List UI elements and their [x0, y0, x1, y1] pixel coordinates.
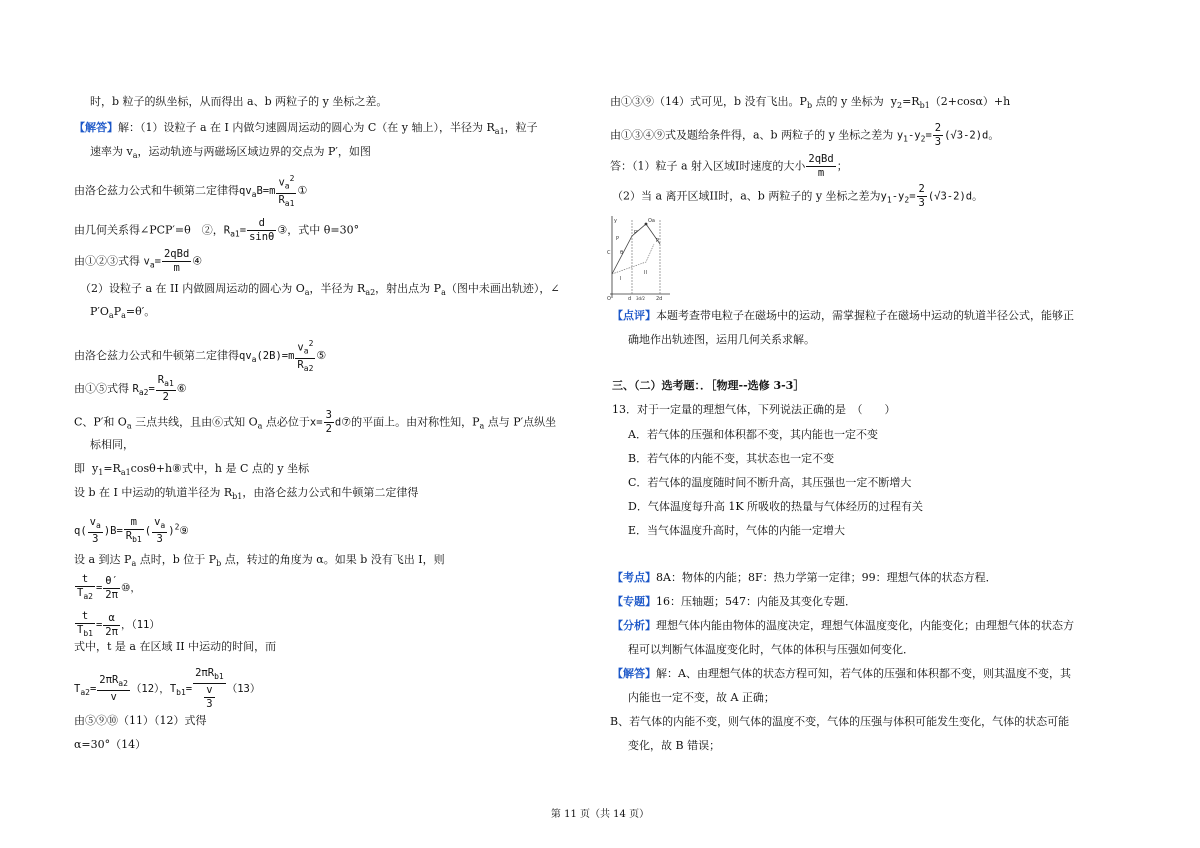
equation-6: 由①⑤式得 $R_{a2}=$ $\frac{R_{a1}}{2}$ ⑥	[74, 374, 187, 404]
text-line: 内能也一定不变，故 A 正确；	[628, 691, 775, 704]
fig-label: I	[620, 276, 622, 282]
text-line: B、若气体的内能不变，则气体的温度不变，气体的压强与体积可能发生变化，气体的状态可能	[610, 715, 1070, 728]
fig-label: P	[616, 236, 620, 242]
answer-tag: 【解答】	[612, 667, 656, 680]
equation-9: q( $\frac{v_a}{3}$ )B= $\frac{m}{R_{b1}}$ ( $\frac{v_a}{3}$ )$^2$⑨	[74, 516, 189, 546]
fig-label: d	[628, 296, 632, 300]
text-line: 由①③⑨（14）式可见，b 没有飞出。$P_b$ 点的 y 坐标为 $y_2=R_{b1}(2+\cos\alpha)+h$	[610, 95, 1011, 111]
solution-line: 【解答】解：（1）设粒子 a 在 I 内做匀速圆周运动的圆心为 C（在 y 轴上），半径为 $R_{a1}$，粒子	[74, 121, 538, 137]
fig-label: y	[614, 218, 617, 224]
option-c: C．若气体的温度随时间不断升高，其压强也一定不断增大	[628, 476, 912, 489]
equation-5: 由洛仑兹力公式和牛顿第二定律得$qv_a(2B)=m$ $\frac{v_a^2}{R_{a2}}$ ⑤	[74, 339, 327, 373]
page-footer: 第 11 页（共 14 页）	[550, 809, 650, 820]
analysis-tag: 【分析】	[612, 619, 656, 632]
topic-tag: 【专题】	[612, 595, 656, 608]
text-line: 程可以判断气体温度变化时，气体的体积与压强如何变化．	[628, 643, 914, 656]
comment-tag: 【点评】	[612, 309, 656, 322]
comment-line: 【点评】本题考查带电粒子在磁场中的运动，需掌握粒子在磁场中运动的轨道半径公式，能够正	[612, 309, 1074, 322]
text-line: 变化，故 B 错误；	[628, 739, 721, 752]
fig-label: Oa	[648, 218, 655, 224]
text-line: 设 b 在 I 中运动的轨道半径为 $R_{b1}$，由洛仑兹力公式和牛顿第二定律得	[74, 486, 419, 502]
text-line: （2）设粒子 a 在 II 内做圆周运动的圆心为 $O_a$，半径为 $R_{a2}$，射出点为 $P_a$（图中未画出轨迹），∠	[80, 282, 560, 298]
text-line: 由⑤⑨⑩（11）（12）式得	[74, 714, 207, 727]
option-d: D．气体温度每升高 1K 所吸收的热量与气体经历的过程有关	[628, 500, 924, 513]
fig-label: θ	[620, 250, 624, 256]
option-e: E．当气体温度升高时，气体的内能一定增大	[628, 524, 846, 537]
text-line: $P'O_aP_a=\theta'$。	[90, 305, 156, 321]
text-line: 确地作出轨迹图，运用几何关系求解。	[628, 333, 815, 346]
fig-label: P	[656, 238, 660, 244]
fig-label: C	[607, 250, 611, 256]
center-point	[645, 223, 648, 226]
equation-1: 由洛仑兹力公式和牛顿第二定律得$qv_aB=m$ $\frac{v_a^2}{R_{a1}}$ ①	[74, 174, 308, 208]
equation-8: 即 $y_1=R_{a1}\cos\theta+h⑧$式中，h 是 C 点的 y 坐标	[74, 462, 310, 478]
knowledge-tag: 【考点】	[612, 571, 656, 584]
equation-10: $\frac{t}{T_{a2}}$ = $\frac{\theta'}{2\pi}$ ⑩，	[77, 573, 141, 602]
text-line: C、P′和 $O_a$ 三点共线，且由⑥式知 $O_a$ 点必位于x= $\frac{3}{2}$ d⑦的平面上。由对称性知，$P_a$ 点与 P′点纵坐	[74, 409, 557, 435]
answer-tag: 【解答】	[74, 121, 118, 134]
topic-line: 【专题】16：压轴题；547：内能及其变化专题．	[612, 595, 856, 608]
trajectory-path	[612, 244, 654, 274]
option-a: A．若气体的压强和体积都不变，其内能也一定不变	[628, 428, 878, 441]
answer-line: （2）当 a 离开区域II时，a、b 两粒子的 y 坐标之差为$y_1-y_2=$ $\frac{2}{3}$ (√3-2)d。	[612, 183, 983, 209]
text-line: 设 a 到达 $P_a$ 点时，b 位于 $P_b$ 点，转过的角度为 α。如果 b 没有飞出 I，则	[74, 553, 445, 569]
section-heading: 三、（二）选考题：．［物理--选修 3-3］	[612, 379, 805, 392]
answer-line: 答：（1）粒子 a 射入区域I时速度的大小 $\frac{\text{2qBd}}{m}$ ；	[610, 153, 848, 179]
knowledge-point-line: 【考点】8A：物体的内能；8F：热力学第一定律；99：理想气体的状态方程．	[612, 571, 997, 584]
fig-label: 3d/2	[636, 296, 645, 300]
trajectory-figure	[606, 214, 672, 300]
fig-label: O	[607, 296, 611, 300]
equation-4: 由①②③式得 $v_a=$ $\frac{\text{2qBd}}{m}$ ④	[74, 248, 203, 274]
text-line: 标相同，	[90, 438, 134, 451]
text-line: 式中，t 是 a 在区域 II 中运动的时间，而	[74, 640, 277, 653]
text-line: 由①③④⑨式及题给条件得，a、b 两粒子的 y 坐标之差为 $y_1-y_2=$ $\frac{2}{3}$ (√3-2)d。	[610, 122, 999, 148]
fig-label: P′	[634, 230, 639, 236]
question-stem: 13．对于一定量的理想气体，下列说法正确的是 （ ）	[612, 403, 896, 416]
equation-3: 由几何关系得∠PCP′=θ ②，$R_{a1}=$ $\frac{d}{\sin\theta}$ ③，式中 θ=30°	[74, 217, 360, 243]
option-b: B．若气体的内能不变，其状态也一定不变	[628, 452, 835, 465]
fig-label: 2d	[656, 296, 663, 300]
analysis-line: 【分析】理想气体内能由物体的温度决定，理想气体温度变化，内能变化；由理想气体的状态方	[612, 619, 1074, 632]
equation-12-13: $T_{a2}=$ $\frac{2\pi R_{a2}}{v}$ （12），$T_{b1}=$ $\frac{2\pi R_{b1}}{\frac{v}{3}}$ （13）	[74, 667, 261, 711]
text-line: 时，b 粒子的纵坐标，从而得出 a、b 两粒子的 y 坐标之差。	[90, 95, 388, 108]
solution-line: 【解答】解：A、由理想气体的状态方程可知，若气体的压强和体积都不变，则其温度不变，其	[612, 667, 1071, 680]
equation-11: $\frac{t}{T_{b1}}$ = $\frac{\alpha}{2\pi}$ ，（11）	[77, 610, 160, 639]
text-line: 速率为 $v_a$，运动轨迹与两磁场区域边界的交点为 P′，如图	[90, 145, 371, 161]
fig-label: II	[644, 270, 647, 276]
text-line: α=30°（14）	[74, 738, 147, 751]
